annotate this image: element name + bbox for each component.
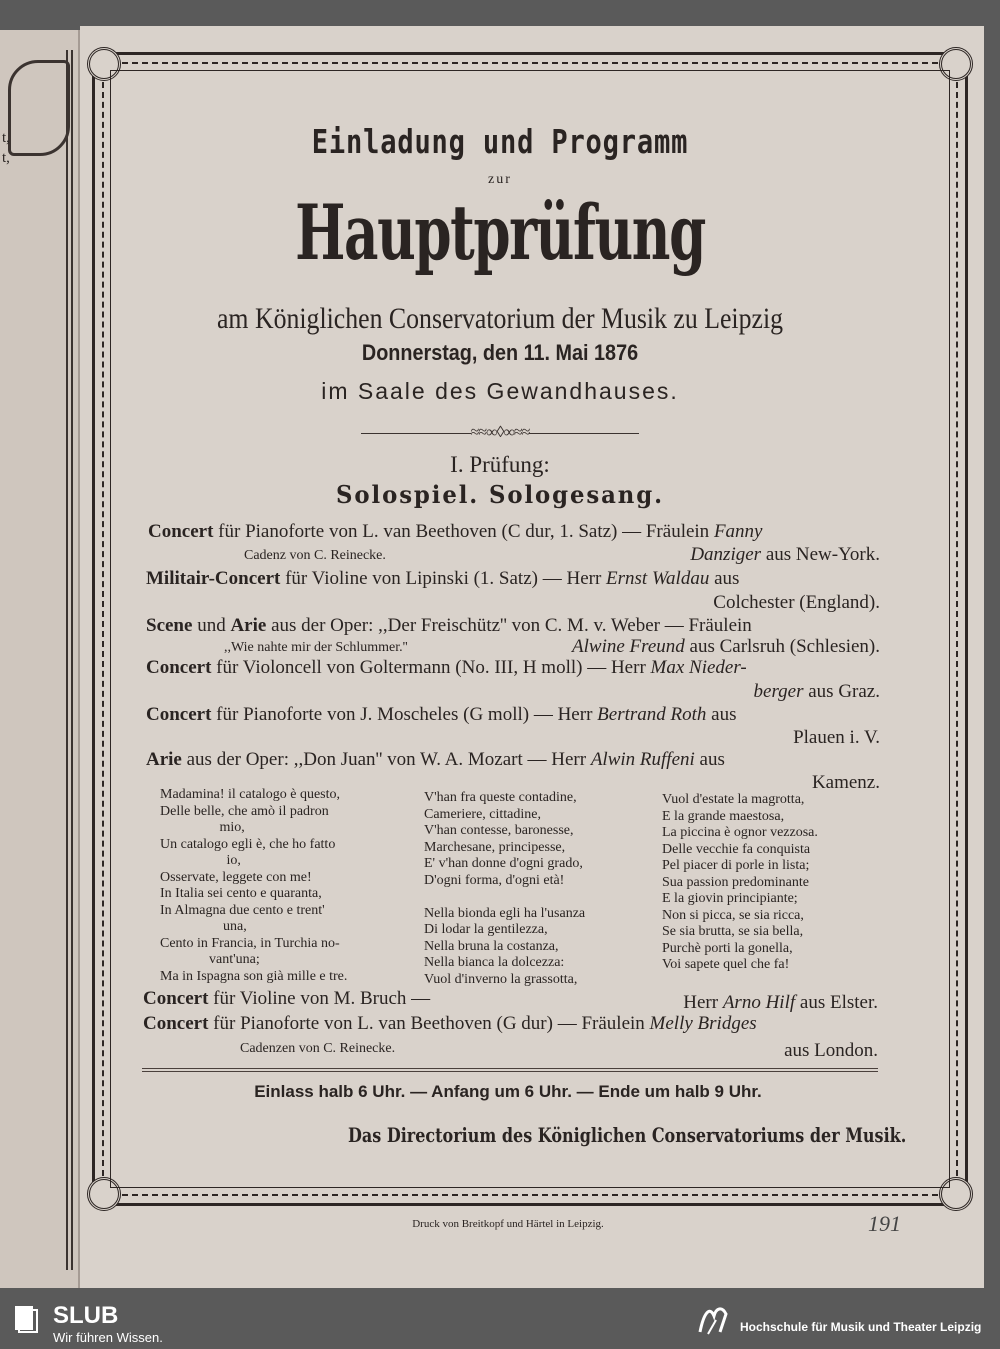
program-item: Concert für Violine von M. Bruch — xyxy=(143,988,431,1009)
performer-name: Bertrand Roth xyxy=(597,704,707,725)
divider-rule xyxy=(142,1068,878,1069)
institution-line: am Königlichen Conservatorium der Musik zu Leipzig xyxy=(216,302,784,335)
signature-line: Das Directorium des Königlichen Conservatoriums der Musik. xyxy=(348,1123,907,1147)
work-title: Militair-Concert xyxy=(146,568,281,589)
frame-corner-ornament xyxy=(87,47,121,81)
performer-name: berger xyxy=(753,681,804,702)
date-line: Donnerstag, den 11. Mai 1876 xyxy=(361,340,639,365)
program-continuation: berger aus Graz. xyxy=(753,681,880,702)
frame-corner-ornament xyxy=(87,1177,121,1211)
program-item xyxy=(148,521,762,543)
work-title: Concert xyxy=(146,657,212,678)
left-page-fragment: t, xyxy=(2,130,10,146)
divider-ornament: ≈≈∞◊∞≈≈ xyxy=(0,424,1000,442)
program-continuation: Danziger aus New-York. xyxy=(690,544,880,565)
printer-imprint: Druck von Breitkopf und Härtel in Leipzig. xyxy=(412,1218,604,1230)
frame-corner-ornament xyxy=(939,1177,973,1211)
handwritten-number: 191 xyxy=(868,1211,901,1236)
program-continuation: Alwine Freund aus Carlsruh (Schlesien). xyxy=(572,636,880,657)
program-item: Scene und Arie aus der Oper: ,,Der Freischütz'' von C. M. v. Weber — Fräulein xyxy=(146,615,752,636)
hmt-logo-icon xyxy=(696,1302,730,1338)
program-item: Concert für Violoncell von Goltermann (No. III, H moll) — Herr Max Nieder- xyxy=(146,657,747,678)
performer-name: Alwine Freund xyxy=(572,636,685,657)
program-note: Cadenzen von C. Reinecke. xyxy=(240,1041,396,1056)
slub-brand[interactable]: SLUB xyxy=(53,1302,119,1329)
schedule-line: Einlass halb 6 Uhr. — Anfang um 6 Uhr. — Ende um halb 9 Uhr. xyxy=(254,1082,762,1101)
section-subheading: Solospiel. Sologesang. xyxy=(336,480,664,509)
performer-name: Ernst Waldau xyxy=(606,568,710,589)
frame-corner-ornament xyxy=(939,47,973,81)
left-page-fragment: t, xyxy=(2,150,10,166)
performer-name: Arno Hilf xyxy=(722,992,796,1013)
lyrics-column-1: Madamina! il catalogo è questo, Delle belle, che amò il padron mio, Un catalogo egli è, che ho fatto io, Osservate, leggete con me! In Italia sei cento e quaranta, In Almagna due cento e trent' una, Cento in Francia, in Turchia no- vant'una; Ma in Ispagna son già mille e tre. xyxy=(160,787,348,984)
program-continuation: Herr Arno Hilf aus Elster. xyxy=(683,992,878,1013)
section-heading: I. Prüfung: xyxy=(450,452,550,477)
program-note: Cadenz von C. Reinecke. xyxy=(244,548,386,563)
program-note: ,,Wie nahte mir der Schlummer.'' xyxy=(224,640,408,655)
performer-name: Alwin Ruffeni xyxy=(590,749,695,770)
slub-logo-icon xyxy=(13,1304,39,1334)
program-continuation: aus London. xyxy=(784,1040,878,1061)
program-continuation: Plauen i. V. xyxy=(793,727,880,748)
venue-line: im Saale des Gewandhauses. xyxy=(321,378,679,404)
performer-name: Melly Bridges xyxy=(649,1013,757,1034)
title-connector: zur xyxy=(488,172,512,187)
slub-tagline: Wir führen Wissen. xyxy=(53,1330,163,1345)
program-item: Arie aus der Oper: ,,Don Juan'' von W. A. Mozart — Herr Alwin Ruffeni aus xyxy=(146,749,725,770)
program-item: Concert für Pianoforte von L. van Beethoven (G dur) — Fräulein Melly Bridges xyxy=(143,1013,757,1034)
document-title: Einladung und Programm xyxy=(311,122,689,161)
program-item: Concert für Pianoforte von J. Moscheles (G moll) — Herr Bertrand Roth aus xyxy=(146,704,737,725)
left-page-ornament xyxy=(8,60,70,156)
work-title: Scene xyxy=(146,615,193,636)
performer-name: Fanny xyxy=(713,521,763,542)
program-item: Militair-Concert für Violine von Lipinski (1. Satz) — Herr Ernst Waldau aus xyxy=(146,568,740,589)
lyrics-column-2: V'han fra queste contadine, Cameriere, cittadine, V'han contesse, baronesse, Marchesane, principesse, E' v'han donne d'ogni grado, D'ogni forma, d'ogni età! Nella bionda egli ha l'usanza Di lodar la gentilezza, Nella bruna la costanza, Nella bianca la dolcezza: Vuol d'inverno la grassotta, xyxy=(424,790,586,987)
work-title: Concert xyxy=(143,1013,209,1034)
program-continuation: Kamenz. xyxy=(811,772,880,793)
work-details: für Pianoforte von L. van Beethoven (C dur, 1. Satz) — Fräulein xyxy=(213,521,714,542)
program-continuation: Colchester (England). xyxy=(713,592,880,613)
work-title: Concert xyxy=(146,704,212,725)
divider-rule xyxy=(142,1071,878,1072)
work-title: Concert xyxy=(148,521,214,542)
performer-name: Max Nieder- xyxy=(650,657,747,678)
lyrics-column-3: Vuol d'estate la magrotta, E la grande maestosa, La piccina è ognor vezzosa. Delle vecchie fa conquista Pel piacer di porle in lista; Sua passion predominante E la giovin principiante; Non si picca, se sia ricca, Se sia brutta, se sia bella, Purchè porti la gonella, Voi sapete quel che fa! xyxy=(662,792,818,972)
work-title: Arie xyxy=(146,749,182,770)
main-heading: Hauptprüfung xyxy=(295,188,705,277)
work-title: Concert xyxy=(143,988,209,1009)
performer-name: Danziger xyxy=(690,544,762,565)
hmt-label[interactable]: Hochschule für Musik und Theater Leipzig xyxy=(740,1320,982,1334)
